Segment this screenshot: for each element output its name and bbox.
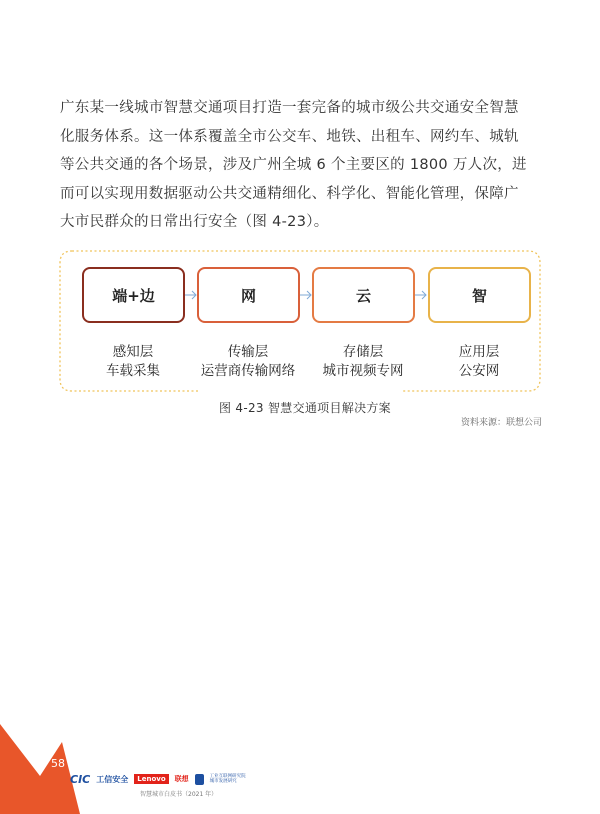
box-network: 网	[197, 267, 300, 323]
paragraph-line: 广东某一线城市智慧交通项目打造一套完备的城市级公共交通安全智慧	[60, 100, 519, 116]
cic-logo-cn: 工信安全	[96, 774, 129, 784]
box-cloud: 云	[312, 267, 415, 323]
layer-name: 存储层	[342, 344, 384, 360]
figure-caption: 图 4-23 智慧交通项目解决方案	[210, 399, 400, 416]
layer-name: 应用层	[458, 344, 500, 360]
institute-emblem-icon	[195, 774, 204, 785]
box-edge: 端+边	[82, 267, 185, 323]
paragraph-line: 化服务体系。这一体系覆盖全市公交车、地铁、出租车、网约车、城轨	[60, 128, 519, 145]
label-application	[409, 343, 549, 381]
footer-logos	[70, 772, 250, 786]
arrow-right-icon	[414, 287, 428, 303]
corner-decoration	[0, 724, 80, 814]
paragraph-line: 而可以实现用数据驱动公共交通精细化、科学化、智能化管理，保障广	[60, 185, 519, 202]
cic-logo: CIC	[70, 772, 91, 786]
page-number: 58	[51, 757, 65, 770]
layer-name: 传输层	[227, 344, 269, 360]
solution-diagram	[58, 249, 542, 405]
report-title: 智慧城市白皮书（2021 年）	[140, 791, 218, 798]
lenovo-logo-cn: 联想	[174, 775, 189, 783]
paragraph-line: 大市民群众的日常出行安全（图 4-23）。	[60, 214, 329, 231]
layer-desc: 运营商传输网络	[200, 363, 296, 379]
layer-desc: 城市视频专网	[322, 363, 404, 379]
layer-desc: 公安网	[458, 363, 500, 379]
institute-logo: 工业互联网研究院 城市发展研究	[209, 774, 246, 784]
lenovo-logo: Lenovo	[134, 774, 168, 784]
figure-source: 资料来源：联想公司	[460, 418, 542, 428]
paragraph-line: 等公共交通的各个场景，涉及广州全城 6 个主要区的 1800 万人次，进	[60, 157, 527, 174]
layer-desc: 车载采集	[106, 363, 160, 379]
arrow-right-icon	[184, 287, 198, 303]
box-intelligence: 智	[428, 267, 531, 323]
body-paragraph	[60, 94, 542, 237]
arrow-right-icon	[299, 287, 313, 303]
layer-name: 感知层	[112, 344, 154, 360]
